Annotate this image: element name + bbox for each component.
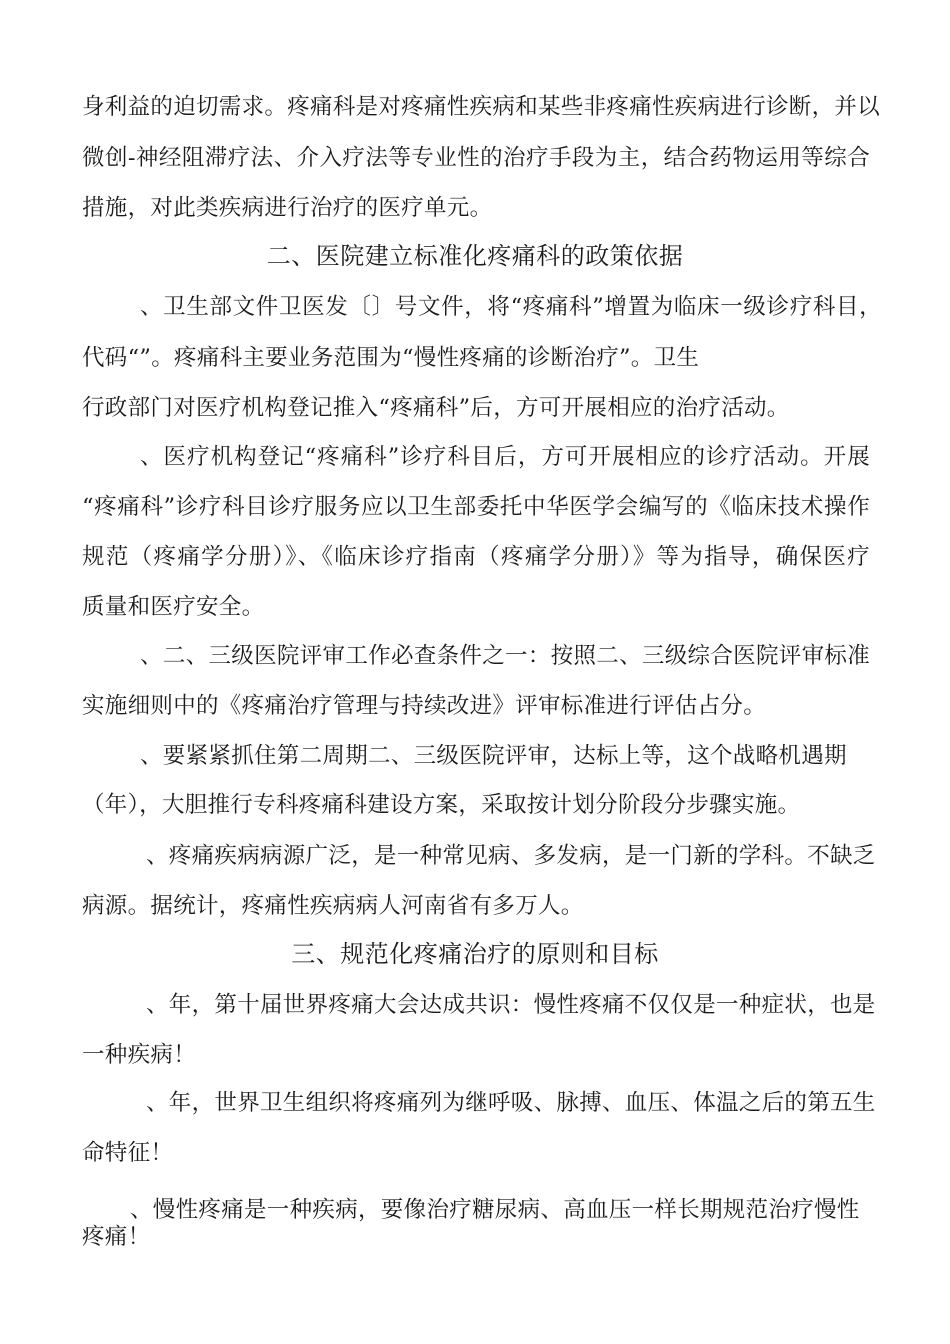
body-text-line: 代码“”。疼痛科主要业务范围为“慢性疼痛的诊断治疗”。卫生 — [82, 345, 700, 371]
body-text-line: 、慢性疼痛是一种疾病，要像治疗糖尿病、高血压一样长期规范治疗慢性 — [130, 1197, 860, 1223]
body-text-line: 、要紧紧抓住第二周期二、三级医院评审，达标上等，这个战略机遇期 — [140, 743, 847, 769]
body-text-line: 、年，第十届世界疼痛大会达成共识：慢性疼痛不仅仅是一种症状，也是 — [146, 992, 876, 1018]
body-text-line: 规范（疼痛学分册）》、《临床诊疗指南（疼痛学分册）》等为指导，确保医疗 — [82, 544, 870, 570]
body-text-line: 、二、三级医院评审工作必查条件之一：按照二、三级综合医院评审标准 — [140, 643, 870, 669]
body-text-line: 、卫生部文件卫医发〔〕号文件，将“疼痛科”增置为临床一级诊疗科目， — [140, 294, 882, 320]
body-text-line: 一种疾病！ — [82, 1042, 197, 1068]
body-text-line: 、医疗机构登记“疼痛科”诊疗科目后，方可开展相应的诊疗活动。开展 — [140, 444, 870, 470]
body-text-line: （年），大胆推行专科疼痛科建设方案，采取按计划分阶段分步骤实施。 — [82, 792, 801, 818]
body-text-line: 疼痛！ — [82, 1224, 151, 1250]
body-text-line: 身利益的迫切需求。疼痛科是对疼痛性疾病和某些非疼痛性疾病进行诊断，并以 — [82, 94, 881, 120]
body-text-line: 、年，世界卫生组织将疼痛列为继呼吸、脉搏、血压、体温之后的第五生 — [146, 1090, 876, 1116]
body-text-line: “疼痛科”诊疗科目诊疗服务应以卫生部委托中华医学会编写的《临床技术操作 — [82, 494, 870, 520]
section-heading: 二、医院建立标准化疼痛科的政策依据 — [266, 242, 684, 270]
body-text-line: 微创-神经阻滞疗法、介入疗法等专业性的治疗手段为主，结合药物运用等综合 — [82, 145, 870, 171]
body-text-line: 病源。据统计，疼痛性疾病病人河南省有多万人。 — [82, 893, 584, 919]
body-text-line: 措施，对此类疾病进行治疗的医疗单元。 — [82, 195, 493, 221]
body-text-line: 、疼痛疾病病源广泛，是一种常见病、多发病，是一门新的学科。不缺乏 — [146, 843, 876, 869]
section-heading: 三、规范化疼痛治疗的原则和目标 — [291, 940, 659, 968]
body-text-line: 质量和医疗安全。 — [82, 594, 265, 620]
body-text-line: 命特征！ — [82, 1140, 174, 1166]
body-text-line: 行政部门对医疗机构登记推入“疼痛科”后，方可开展相应的治疗活动。 — [82, 395, 790, 421]
body-text-line: 实施细则中的《疼痛治疗管理与持续改进》评审标准进行评估占分。 — [82, 693, 767, 719]
